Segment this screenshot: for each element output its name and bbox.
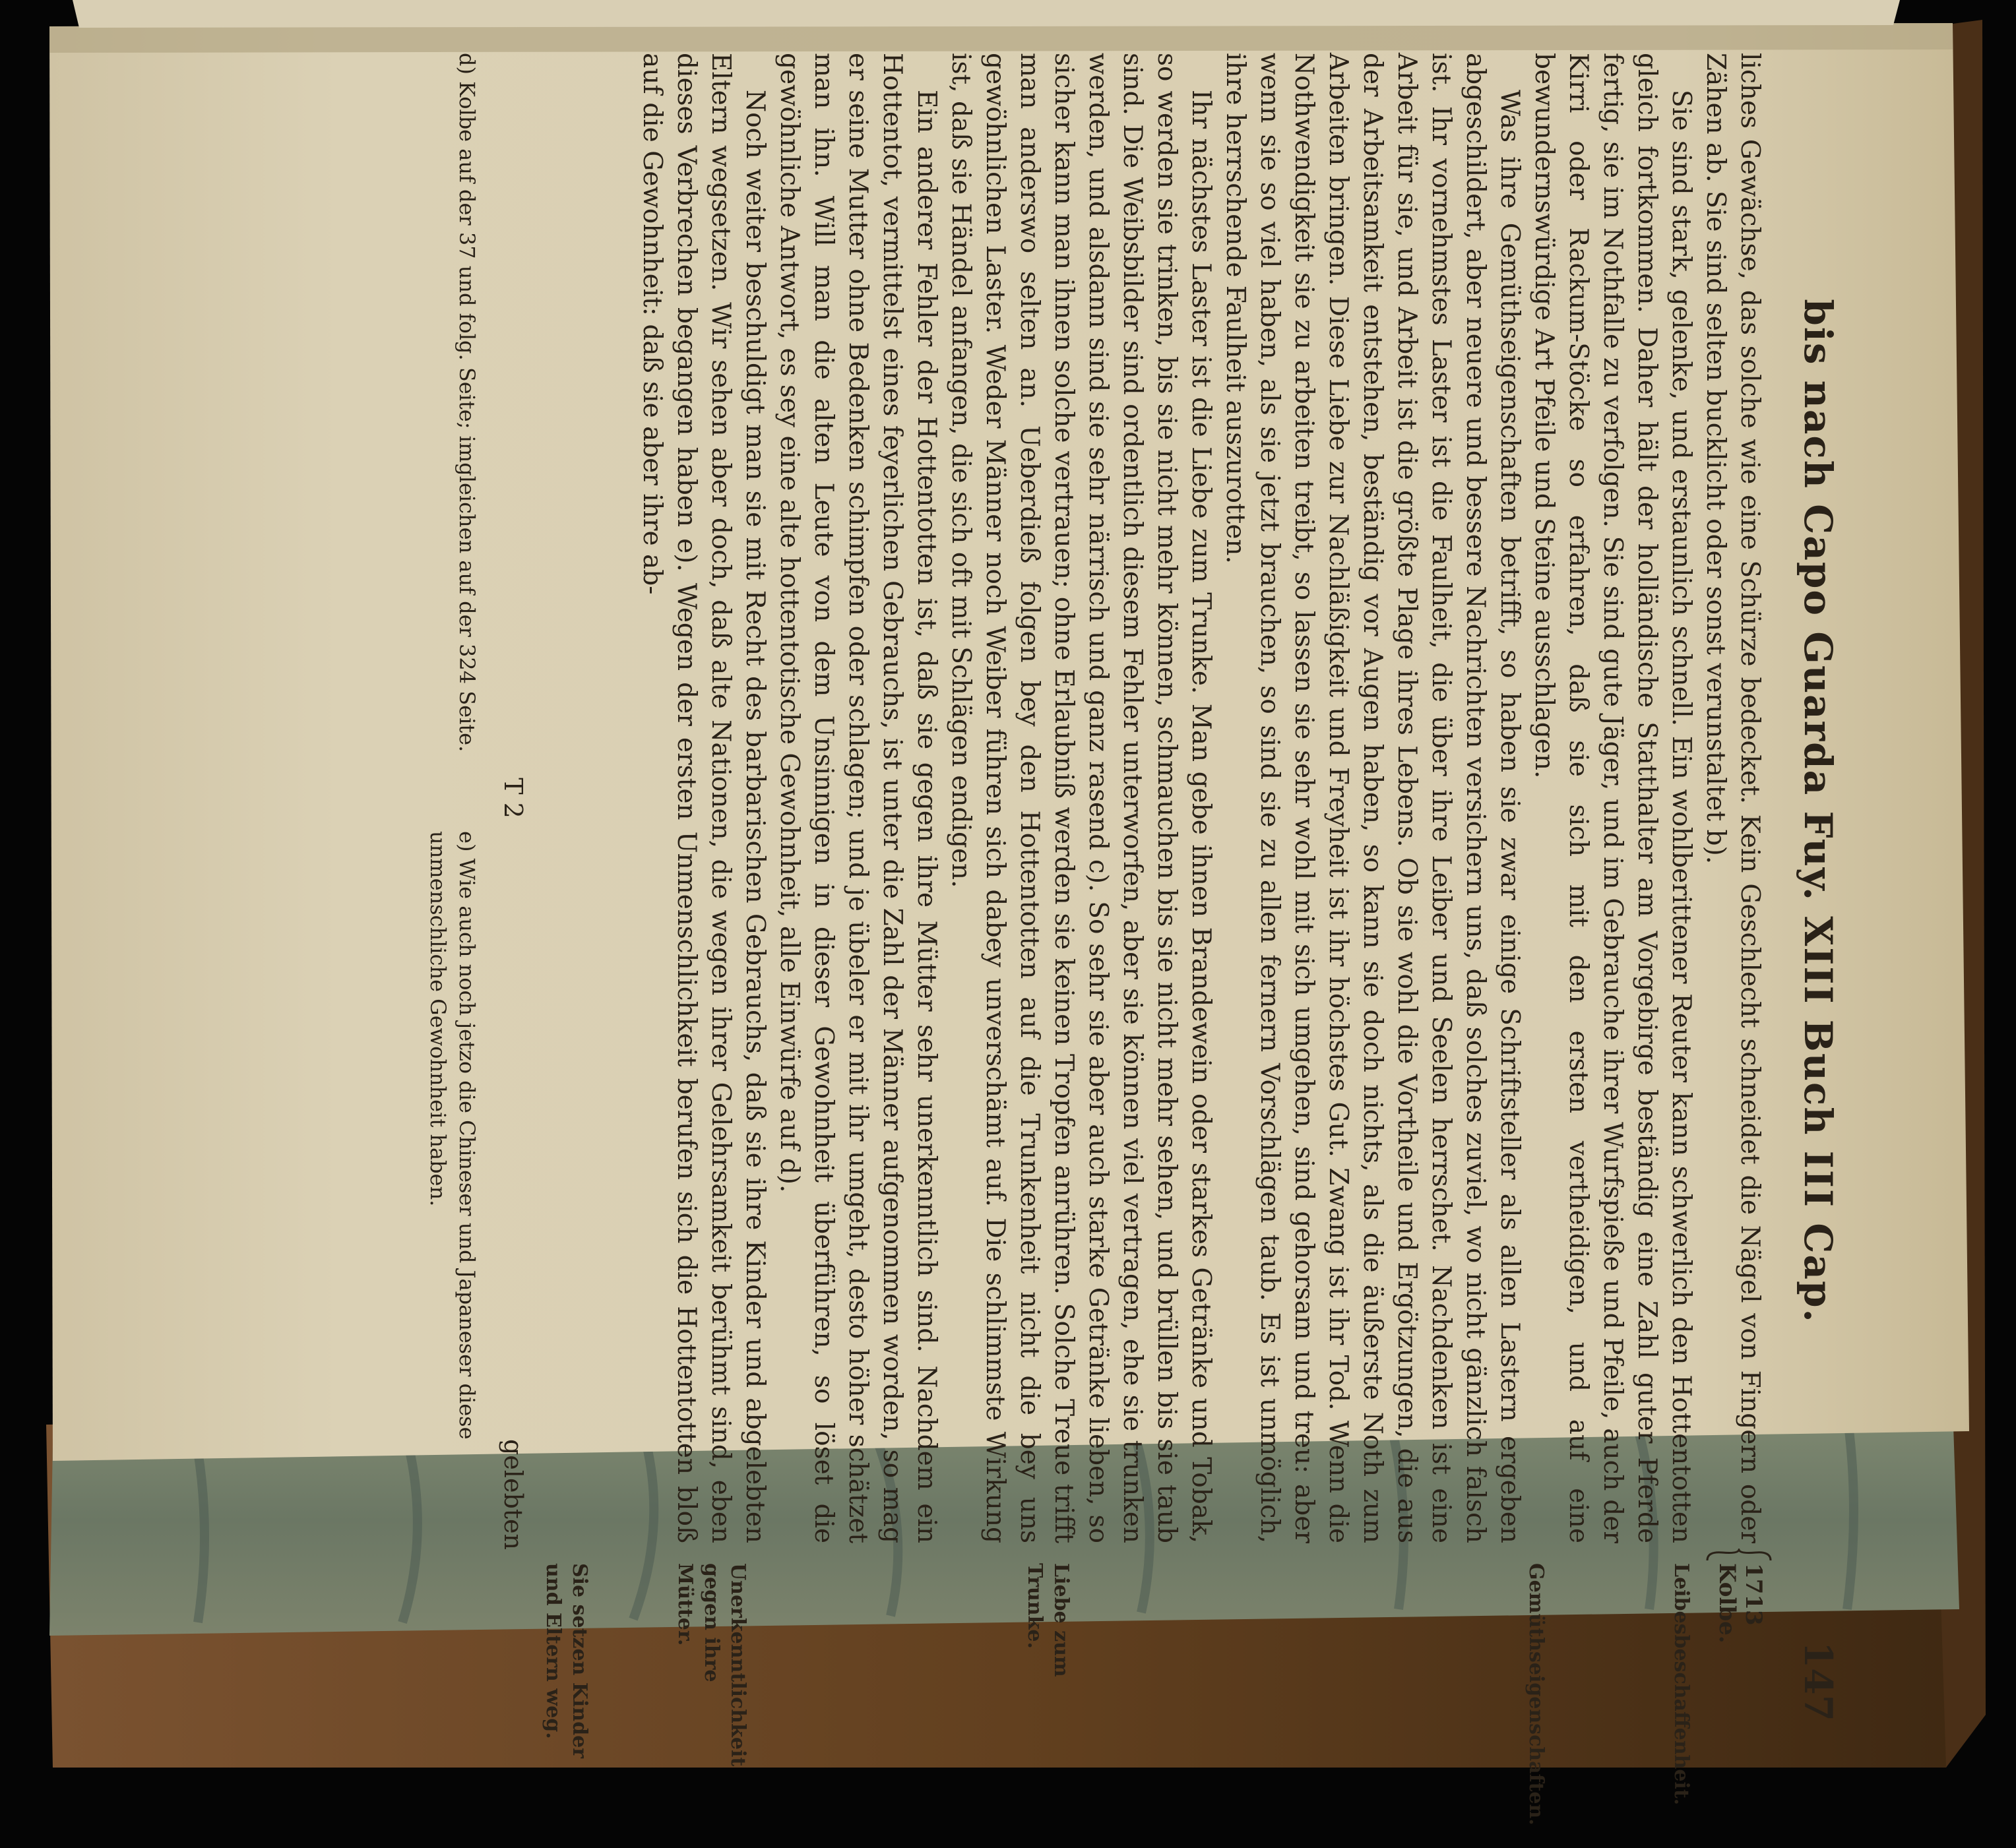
- running-title: bis nach Capo Guarda Fuy. XIII Buch III Cap.: [1796, 299, 1841, 1324]
- page-header: [1788, 53, 1841, 1768]
- body-text: [635, 53, 1767, 1543]
- facing-page-edge: [73, 0, 1900, 28]
- margin-note: Leibesbeschaffenheit.: [1670, 1563, 1693, 1806]
- footnote-e: e) Wie auch noch jetzo die Chineser und Japaneser diese unmenschliche Gewohnheit haben.: [425, 831, 480, 1440]
- margin-note: Liebe zum Trunke.: [1023, 1563, 1073, 1677]
- brace-icon: [1706, 1549, 1772, 1562]
- paragraph: Ein anderer Fehler der Hottentotten ist, daß sie gegen ihre Mütter sehr unerkenntlich sind. Nachdem ein Hottentot, vermittelst eines feyerlichen Gebrauchs, ist unter die Zahl der Männer aufgenommen worden, so mag er seine Mutter ohne Bedenken schimpfen oder schlagen; und je übeler er mit ihr umgeht, desto höher schätzet man ihn. Will man die alten Leute von dem Unsinnigen in dieser Gewohnheit überführen, so löset die gewöhnliche Antwort, es sey eine alte hottentotische Gewohnheit, alle Einwürfe auf d).: [774, 53, 941, 1543]
- page-number: 147: [1796, 1641, 1841, 1721]
- paragraph: Ihr nächstes Laster ist die Liebe zum Trunke. Man gebe ihnen Brandewein oder starkes Getränke und Tobak, so werden sie trinken, bis sie nicht mehr können, schmauchen bis sie nicht mehr sehen, und brüllen bis sie taub sind. Die Weibsbilder sind ordentlich diesem Fehler unterworfen, aber sie können viel vertragen, ehe sie trunken werden, und alsdann sind sie sehr närrisch und ganz rasend c). So sehr sie aber auch starke Getränke lieben, so sicher kann man ihnen solche vertrauen; ohne Erlaubniß werden sie keinen Tropfen anrühren. Solche Treue trifft man anderswo selten an. Ueberdieß folgen bey den Hottentotten auf die Trunkenheit nicht die bey uns gewöhnlichen Laster. Weder Männer noch Weiber führen sich dabey unverschämt auf. Die schlimmste Wirkung ist, daß sie Händel anfangen, die sich oft mit Schlägen endigen.: [946, 53, 1216, 1543]
- footnote-d: d) Kolbe auf der 37 und folg. Seite; imgleichen auf der 324 Seite.: [455, 53, 480, 753]
- margin-note: Unerkenntlichkeit gegen ihre Mütter.: [674, 1563, 749, 1767]
- catchword: gelebten: [499, 1438, 528, 1550]
- paragraph: Noch weiter beschuldigt man sie mit Recht des barbarischen Gebrauchs, daß sie ihre Kinder und abgelebten Eltern wegsetzen. Wir sehen aber doch, daß alte Nationen, die wegen ihrer Gelehrsamkeit berühmt sind, eben dieses Verbrechen begangen haben e). Wegen der ersten Unmenschlichkeit berufen sich die Hottentotten bloß auf die Gewohnheit: daß sie aber ihre ab-: [637, 53, 770, 1543]
- margin-note: Gemüthseigenschaften.: [1525, 1563, 1548, 1826]
- paragraph: liches Gewächse, das solche wie eine Schürze bedecket. Kein Geschlecht schneidet die Nägel von Fingern oder Zähen ab. Sie sind selten bucklicht oder sonst verunstaltet b).: [1701, 53, 1765, 1543]
- signature-mark: T 2: [499, 778, 528, 818]
- margin-note: Sie setzen Kinder und Eltern weg.: [542, 1563, 591, 1758]
- gutter-shadow: [49, 23, 1953, 53]
- page-content: [257, 53, 1841, 1826]
- margin-author: Kolbe.: [1714, 1563, 1740, 1644]
- paragraph: Was ihre Gemüthseigenschaften betrifft, so haben sie zwar einige Schriftsteller als allen Lastern ergeben abgeschildert, aber neuere und bessere Nachrichten versichern uns, daß solches zuviel, wo nicht gänzlich falsch ist. Ihr vornehmstes Laster ist die Faulheit, die über ihre Leiber und Seelen herrschet. Nachdenken ist eine Arbeit für sie, und Arbeit ist die größte Plage ihres Lebens. Ob sie wohl die Vortheile und Ergötzungen, die aus der Arbeitsamkeit entstehen, beständig vor Augen haben, so kann sie doch nichts, als die äußerste Noth zum Arbeiten bringen. Diese Liebe zur Nachläßigkeit und Freyheit ist ihr höchstes Gut. Zwang ist ihr Tod. Wenn die Nothwendigkeit sie zu arbeiten treibt, so lassen sie sehr wohl mit sich umgehen, sind gehorsam und treu: aber wenn sie so viel haben, als sie jetzt brauchen, so sind sie zu allen fernern Vorschlägen taub. Es ist unmöglich, ihre herrschende Faulheit auszurotten.: [1220, 53, 1525, 1543]
- paragraph: Sie sind stark, gelenke, und erstaunlich schnell. Ein wohlberittener Reuter kann schwerlich den Hottentotten gleich fortkommen. Daher hält der holländische Statthalter am Vorgebirge beständig eine Zahl guter Pferde fertig, sie im Nothfalle zu verfolgen. Sie sind gute Jäger, und im Gebrauche ihrer Wurfspieße und Pfeile, auch der Kirri oder Rackum-Stöcke so erfahren, daß sie sich mit den ersten vertheidigen, und auf eine bewundernswürdige Art Pfeile und Steine ausschlagen.: [1529, 53, 1696, 1543]
- margin-year: 1713: [1740, 1563, 1767, 1626]
